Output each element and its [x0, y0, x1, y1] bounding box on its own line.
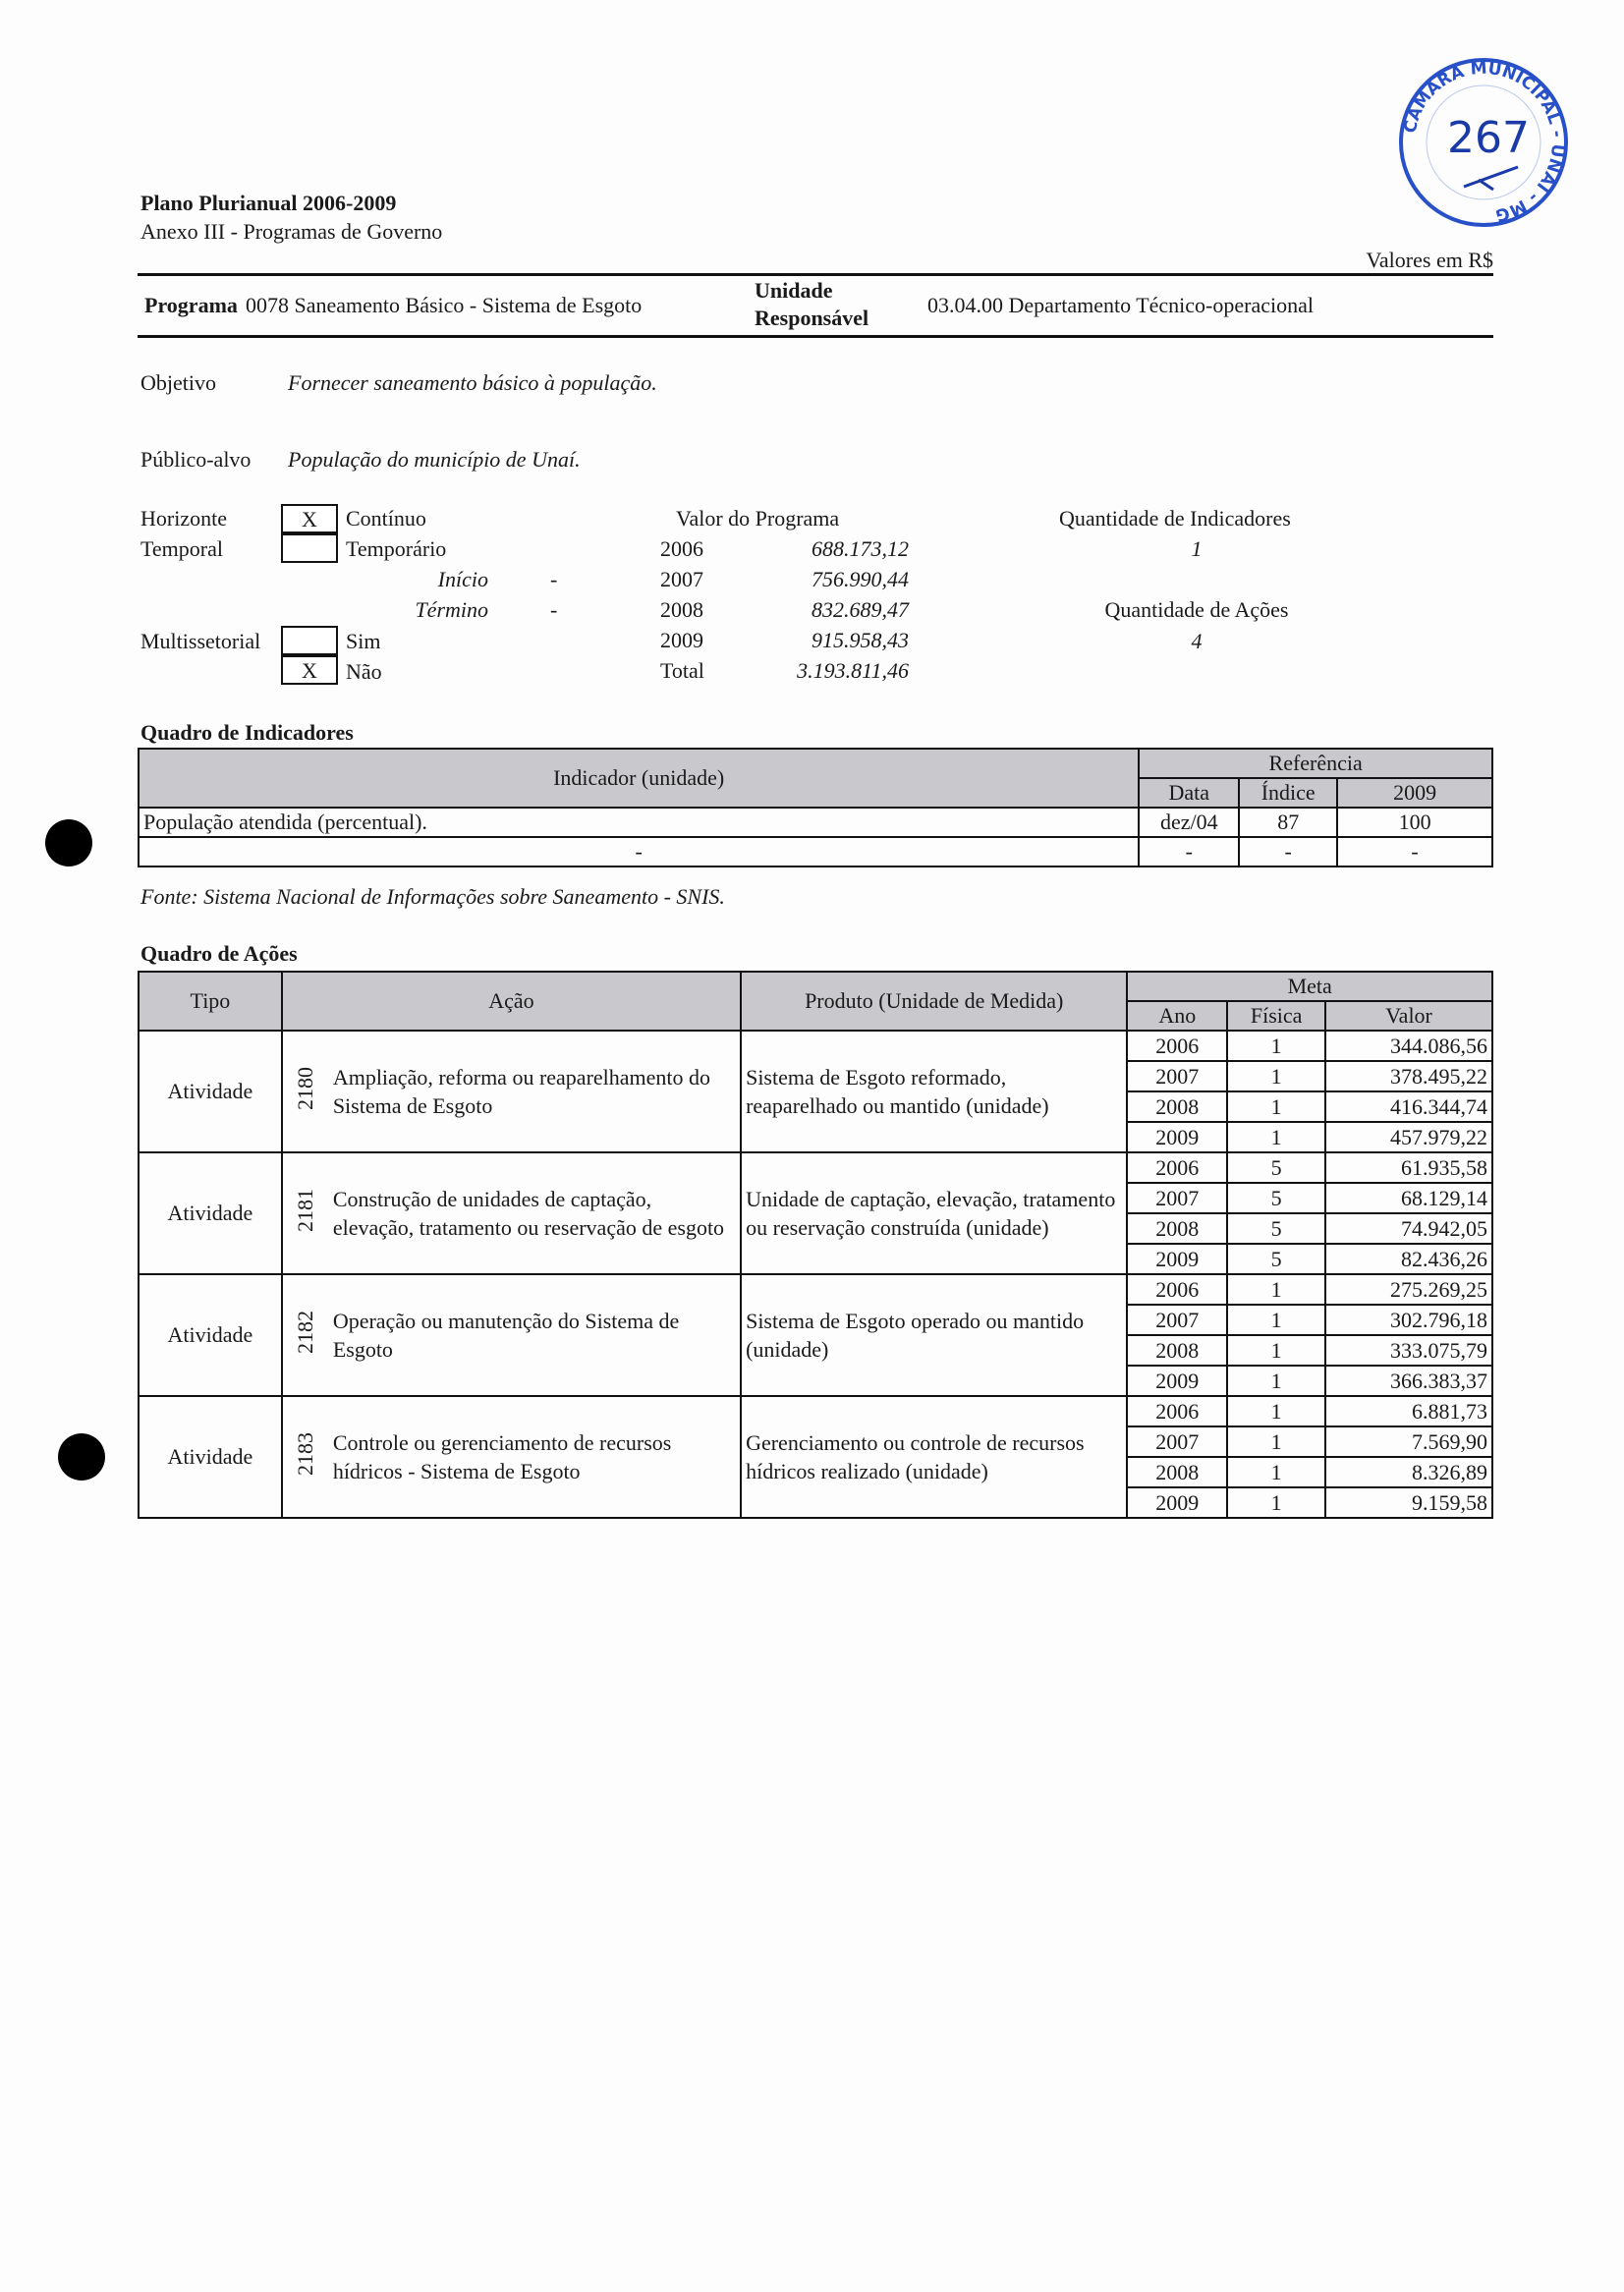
- goal-year: 2008: [1127, 1091, 1227, 1122]
- goal-physical: 1: [1227, 1274, 1325, 1305]
- action-code: 2180: [293, 1067, 318, 1110]
- goal-year: 2008: [1127, 1213, 1227, 1244]
- actions-count-label: Quantidade de Ações: [1104, 597, 1289, 622]
- goal-physical: 1: [1227, 1457, 1325, 1487]
- action-code: 2182: [293, 1311, 318, 1354]
- audience-label: Público-alvo: [140, 447, 252, 472]
- goal-physical: 1: [1227, 1396, 1325, 1426]
- responsible-unit-label-1: Unidade: [755, 278, 833, 303]
- target-header: 2009: [1337, 778, 1492, 808]
- audience-value: População do município de Unaí.: [288, 447, 581, 472]
- goal-value: 9.159,58: [1325, 1487, 1492, 1518]
- start-label: Início: [437, 567, 488, 591]
- indicator-index: 87: [1239, 808, 1337, 837]
- multisectoral-yes-label: Sim: [346, 629, 381, 653]
- program-label: Programa: [144, 293, 238, 317]
- physical-header: Física: [1227, 1001, 1325, 1031]
- multisectoral-yes-checkbox[interactable]: [281, 626, 338, 655]
- goal-year: 2006: [1127, 1031, 1227, 1061]
- indicators-source: Fonte: Sistema Nacional de Informações sobre Saneamento - SNIS.: [140, 884, 725, 909]
- temporary-checkbox[interactable]: [281, 533, 338, 563]
- goal-year: 2008: [1127, 1457, 1227, 1487]
- type-header: Tipo: [139, 972, 282, 1031]
- goal-value: 6.881,73: [1325, 1396, 1492, 1426]
- goal-value: 74.942,05: [1325, 1213, 1492, 1244]
- goal-value: 68.129,14: [1325, 1183, 1492, 1213]
- actions-table: [138, 971, 1493, 1519]
- goal-physical: 5: [1227, 1152, 1325, 1183]
- header-divider-bottom: [138, 335, 1493, 338]
- horizon-label-2: Temporal: [140, 536, 223, 561]
- goal-physical: 1: [1227, 1426, 1325, 1457]
- program-value-year: 2007: [660, 567, 703, 591]
- punch-hole: [58, 1433, 105, 1481]
- indicator-index: -: [1239, 837, 1337, 866]
- action-code-cell: [282, 1031, 329, 1152]
- goal-value: 7.569,90: [1325, 1426, 1492, 1457]
- indicator-target: -: [1337, 837, 1492, 866]
- currency-note: Valores em R$: [1366, 248, 1493, 272]
- indicators-count-label: Quantidade de Indicadores: [1059, 506, 1291, 531]
- action-type: Atividade: [139, 1396, 282, 1518]
- action-product: Gerenciamento ou controle de recursos hídricos realizado (unidade): [741, 1396, 1127, 1518]
- goal-year: 2007: [1127, 1305, 1227, 1335]
- goal-physical: 5: [1227, 1244, 1325, 1274]
- horizon-label-1: Horizonte: [140, 506, 227, 531]
- end-value: -: [550, 597, 558, 622]
- goal-physical: 1: [1227, 1091, 1325, 1122]
- goal-physical: 1: [1227, 1335, 1325, 1366]
- header-divider-top: [138, 273, 1493, 276]
- action-type: Atividade: [139, 1274, 282, 1396]
- goal-year: 2009: [1127, 1244, 1227, 1274]
- action-description: Construção de unidades de captação, elevação, tratamento ou reservação de esgoto: [329, 1152, 741, 1274]
- goal-value: 333.075,79: [1325, 1335, 1492, 1366]
- goal-physical: 1: [1227, 1122, 1325, 1152]
- indicator-header: Indicador (unidade): [139, 749, 1139, 808]
- goal-physical: 1: [1227, 1031, 1325, 1061]
- goal-year: 2007: [1127, 1061, 1227, 1091]
- program-value: 0078 Saneamento Básico - Sistema de Esgoto: [246, 293, 643, 317]
- goal-physical: 1: [1227, 1487, 1325, 1518]
- program-value-title: Valor do Programa: [676, 506, 840, 531]
- action-description: Operação ou manutenção do Sistema de Esgoto: [329, 1274, 741, 1396]
- program-value-amount: 756.990,44: [812, 567, 909, 591]
- action-product: Sistema de Esgoto operado ou mantido (unidade): [741, 1274, 1127, 1396]
- goal-year: 2006: [1127, 1274, 1227, 1305]
- indicators-count-value: 1: [1191, 536, 1203, 561]
- objective-label: Objetivo: [140, 370, 216, 395]
- actions-count-value: 4: [1191, 629, 1203, 653]
- responsible-unit-value: 03.04.00 Departamento Técnico-operacional: [927, 293, 1314, 317]
- action-product: Sistema de Esgoto reformado, reaparelhado ou mantido (unidade): [741, 1031, 1127, 1152]
- goal-value: 275.269,25: [1325, 1274, 1492, 1305]
- goal-year: 2009: [1127, 1487, 1227, 1518]
- date-header: Data: [1139, 778, 1239, 808]
- indicators-table-title: Quadro de Indicadores: [140, 720, 354, 745]
- document-title: Plano Plurianual 2006-2009: [140, 191, 397, 215]
- goal-physical: 5: [1227, 1213, 1325, 1244]
- goal-physical: 1: [1227, 1061, 1325, 1091]
- index-header: Índice: [1239, 778, 1337, 808]
- indicators-table: [138, 748, 1493, 867]
- indicator-row: [139, 808, 1492, 837]
- stamp-page-number: 267: [1447, 113, 1530, 163]
- action-header: Ação: [282, 972, 741, 1031]
- goal-physical: 1: [1227, 1305, 1325, 1335]
- program-value-amount: 688.173,12: [812, 536, 909, 561]
- multisectoral-no-checkbox[interactable]: X: [281, 655, 338, 685]
- indicator-date: dez/04: [1139, 808, 1239, 837]
- goal-physical: 1: [1227, 1366, 1325, 1396]
- indicator-name: População atendida (percentual).: [139, 808, 1139, 837]
- program-value-amount: 3.193.811,46: [797, 658, 909, 683]
- program-value-year: 2006: [660, 536, 703, 561]
- multisectoral-no-label: Não: [346, 659, 382, 684]
- action-product: Unidade de captação, elevação, tratamento ou reservação construída (unidade): [741, 1152, 1127, 1274]
- goal-value: 366.383,37: [1325, 1366, 1492, 1396]
- indicator-date: -: [1139, 837, 1239, 866]
- goal-value: 457.979,22: [1325, 1122, 1492, 1152]
- start-value: -: [550, 567, 558, 591]
- goal-value: 344.086,56: [1325, 1031, 1492, 1061]
- action-goal-row: [139, 1274, 1492, 1305]
- goal-year: 2007: [1127, 1426, 1227, 1457]
- indicator-target: 100: [1337, 808, 1492, 837]
- end-label: Término: [415, 597, 488, 622]
- goal-value: 8.326,89: [1325, 1457, 1492, 1487]
- document-subtitle: Anexo III - Programas de Governo: [140, 219, 443, 244]
- action-code: 2181: [293, 1189, 318, 1232]
- program-value-year: 2009: [660, 628, 703, 652]
- reference-header: Referência: [1139, 749, 1492, 778]
- municipal-stamp: [1395, 54, 1572, 231]
- goal-value: 416.344,74: [1325, 1091, 1492, 1122]
- action-goal-row: [139, 1152, 1492, 1183]
- action-type: Atividade: [139, 1152, 282, 1274]
- value-header: Valor: [1325, 1001, 1492, 1031]
- multisectoral-label: Multissetorial: [140, 629, 261, 653]
- goal-year: 2007: [1127, 1183, 1227, 1213]
- responsible-unit-label-2: Responsável: [755, 306, 869, 330]
- program-value-amount: 832.689,47: [812, 597, 909, 622]
- continuous-checkbox[interactable]: X: [281, 504, 338, 533]
- stamp-text: CÂMARA MUNICIPAL - UNAÍ - MG: [1400, 58, 1568, 225]
- action-goal-row: [139, 1031, 1492, 1061]
- indicator-row: [139, 837, 1492, 866]
- action-description: Ampliação, reforma ou reaparelhamento do Sistema de Esgoto: [329, 1031, 741, 1152]
- goal-value: 61.935,58: [1325, 1152, 1492, 1183]
- goal-header: Meta: [1127, 972, 1492, 1001]
- goal-year: 2009: [1127, 1366, 1227, 1396]
- goal-year: 2006: [1127, 1152, 1227, 1183]
- goal-physical: 5: [1227, 1183, 1325, 1213]
- goal-year: 2008: [1127, 1335, 1227, 1366]
- goal-year: 2006: [1127, 1396, 1227, 1426]
- objective-value: Fornecer saneamento básico à população.: [288, 370, 657, 395]
- continuous-label: Contínuo: [346, 506, 426, 531]
- year-header: Ano: [1127, 1001, 1227, 1031]
- action-code-cell: [282, 1274, 329, 1396]
- goal-value: 378.495,22: [1325, 1061, 1492, 1091]
- temporary-label: Temporário: [346, 536, 447, 561]
- action-code-cell: [282, 1152, 329, 1274]
- goal-year: 2009: [1127, 1122, 1227, 1152]
- action-code: 2183: [293, 1432, 318, 1476]
- action-goal-row: [139, 1396, 1492, 1426]
- program-value-amount: 915.958,43: [812, 628, 909, 652]
- action-type: Atividade: [139, 1031, 282, 1152]
- program-value-year: Total: [660, 658, 704, 683]
- action-code-cell: [282, 1396, 329, 1518]
- program-value-year: 2008: [660, 597, 703, 622]
- goal-value: 82.436,26: [1325, 1244, 1492, 1274]
- goal-value: 302.796,18: [1325, 1305, 1492, 1335]
- indicator-name: -: [139, 837, 1139, 866]
- actions-table-title: Quadro de Ações: [140, 941, 298, 966]
- action-description: Controle ou gerenciamento de recursos hídricos - Sistema de Esgoto: [329, 1396, 741, 1518]
- punch-hole: [45, 819, 92, 866]
- product-header: Produto (Unidade de Medida): [741, 972, 1127, 1031]
